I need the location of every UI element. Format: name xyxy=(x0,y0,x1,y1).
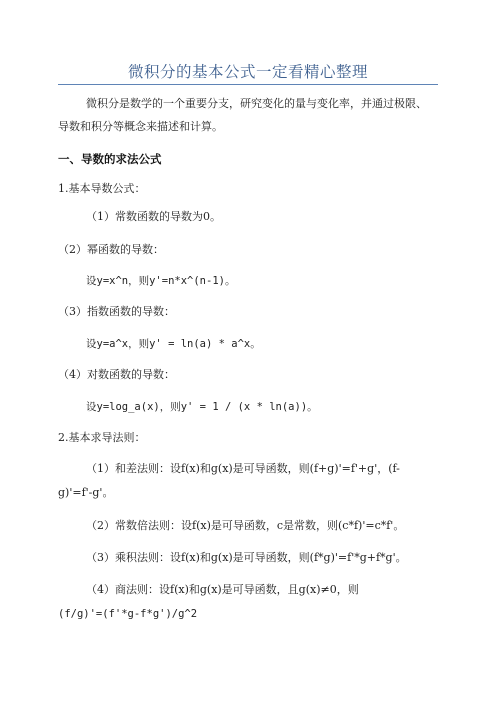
formula-item-power: （2）幂函数的导数： xyxy=(58,243,164,256)
rule-sum-difference-line-2: g)'=f'-g'。 xyxy=(58,486,114,499)
title-divider xyxy=(58,84,438,85)
formula-item-constant: （1）常数函数的导数为0。 xyxy=(86,210,221,223)
rule-sum-difference-line-1: （1）和差法则：设f(x)和g(x)是可导函数，则(f+g)'=f'+g'，(f- xyxy=(86,462,400,475)
rule-quotient-line-1: （4）商法则：设f(x)和g(x)是可导函数，且g(x)≠0，则 xyxy=(86,583,359,596)
section-heading-derivatives: 一、导数的求法公式 xyxy=(58,152,162,166)
intro-paragraph-line-2: 导数和积分等概念来描述和计算。 xyxy=(58,120,223,133)
rule-quotient-line-2: (f/g)'=(f'*g-f*g')/g^2 xyxy=(58,608,198,620)
formula-item-exponential: （3）指数函数的导数： xyxy=(58,305,175,318)
formula-exponential-expression: 设y=a^x，则y' = ln(a) * a^x。 xyxy=(86,338,261,350)
formula-power-expression: 设y=x^n，则y'=n*x^(n-1)。 xyxy=(86,275,236,287)
formula-logarithm-expression: 设y=log_a(x)，则y' = 1 / (x * ln(a))。 xyxy=(86,401,318,413)
formula-item-logarithm: （4）对数函数的导数： xyxy=(58,368,175,381)
subheading-basic-formulas: 1.基本导数公式： xyxy=(58,182,146,195)
rule-product: （3）乘积法则：设f(x)和g(x)是可导函数，则(f*g)'=f'*g+f*g'。 xyxy=(86,551,407,564)
rule-constant-multiple: （2）常数倍法则：设f(x)是可导函数，c是常数，则(c*f)'=c*f'。 xyxy=(86,519,405,532)
document-title: 微积分的基本公式一定看精心整理 xyxy=(127,63,368,81)
intro-paragraph-line-1: 微积分是数学的一个重要分支，研究变化的量与变化率，并通过极限、 xyxy=(86,97,427,110)
subheading-derivative-rules: 2.基本求导法则： xyxy=(58,431,146,444)
